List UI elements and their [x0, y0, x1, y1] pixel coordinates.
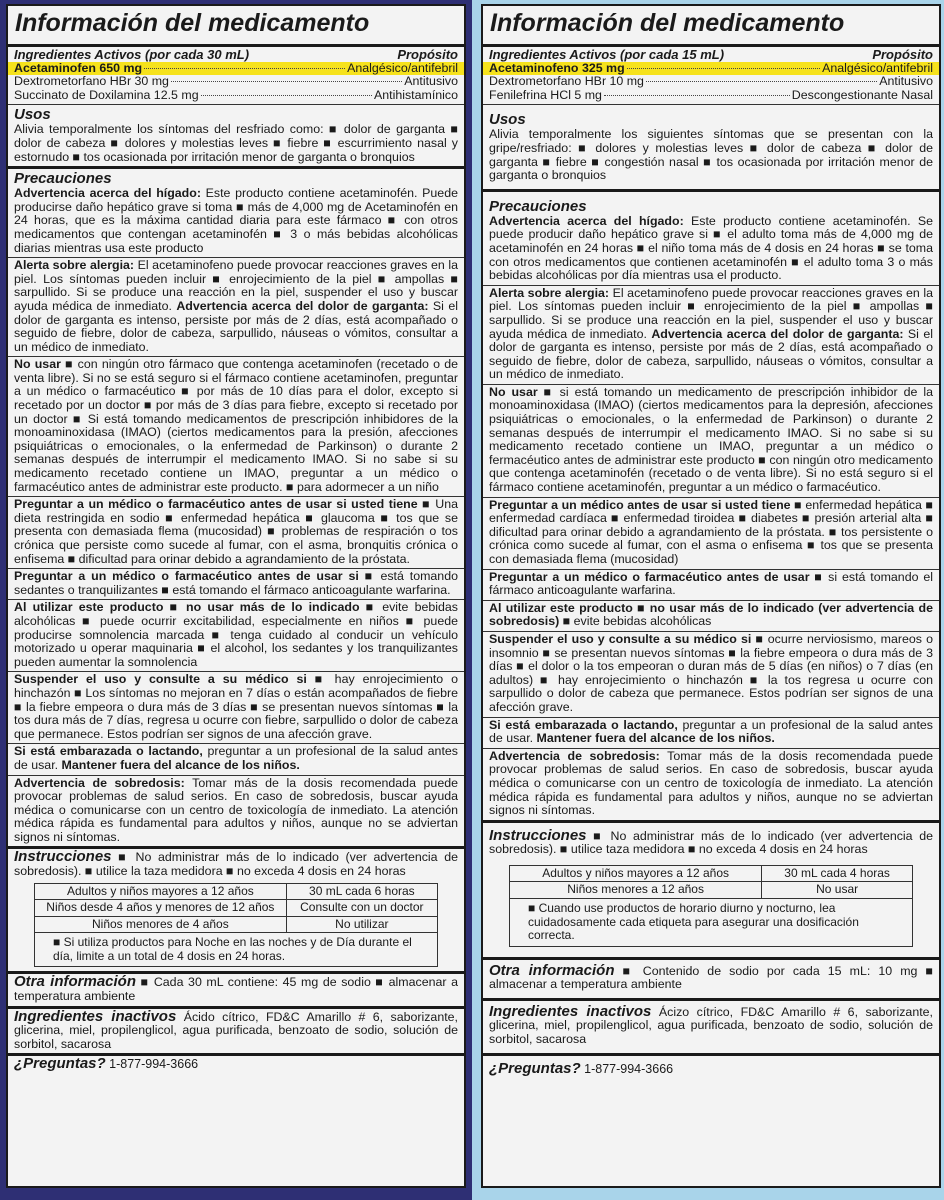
- table-row: ■ Cuando use productos de horario diurno y nocturno, lea cuidadosamente cada etiqueta para asegurar una dosificación correcta.: [510, 899, 913, 947]
- precautions-title: Precauciones: [489, 197, 587, 215]
- directions-section: Instrucciones ■ No administrar más de lo indicado (ver advertencia de sobredosis). ■ utilice la taza medidora ■ no exceda 4 dosis en 24 horas Adultos y niños mayores a 12 años 30 mL cada 6 horas Niños desde 4 años y menores de 12 años Consulte con un doctor Niños menores de 4 años No utilizar ■ Si utiliza productos para Noche en las noches y de Día durante el día, limite a un total de 4 dosis en 24 horas.: [8, 849, 464, 974]
- inactive-ingredients-section: Ingredientes inactivos Ácido cítrico, FD&C Amarillo # 6, saborizante, glicerina, miel, propilenglicol, agua purificada, benzoato de sodio, solución de sorbitol, sacarosa: [8, 1009, 464, 1057]
- label-title: Información del medicamento: [483, 6, 939, 47]
- table-row: Niños menores a 12 años No usar: [510, 882, 913, 899]
- when-using-section: Al utilizar este producto ■ no usar más de lo indicado ■ evite bebidas alcohólicas ■ puede ocurrir excitabilidad, especialmente en niños ■ puede producirse somnolencia marcada ■ tenga cuidado al conducir un vehículo motorizado u operar maquinaria ■ el alcohol, los sedantes y los tranquilizantes pueden aumentar la somnolencia: [8, 600, 464, 672]
- questions-phone: 1-877-994-3666: [109, 1057, 199, 1072]
- questions-phone: 1-877-994-3666: [584, 1061, 674, 1076]
- purpose-header: Propósito: [397, 47, 458, 62]
- pregnancy-section: Si está embarazada o lactando, preguntar a un profesional de la salud antes de usar. Mantener fuera del alcance de los niños.: [483, 718, 939, 749]
- uses-text: Alivia temporalmente los siguientes síntomas que se presentan con la gripe/resfriado: ■ dolores y molestias leves ■ dolor de cabeza ■ dolor de garganta ■ fiebre ■ congestión nasal ■ tos ocasionada por irritación menor de garganta o bronquios: [489, 127, 933, 183]
- stop-use-section: Suspender el uso y consulte a su médico si ■ hay enrojecimiento o hinchazón ■ Los síntomas no mejoran en 7 días o están acompañados de fiebre ■ la fiebre empeora o dura más de 3 días ■ se presentan nuevos síntomas ■ la tos dura más de 7 días, regresa u ocurre con fiebre, sarpullido o dolor de cabeza que permanece. Estos podrían ser signos de una afección grave.: [8, 672, 464, 744]
- liver-warning-section: Precauciones Advertencia acerca del hígado: Este producto contiene acetaminofén. Se puede producir daño hepático grave si ■ el adulto toma más de 4,000 mg de acetaminofén en 24 horas ■ el niño toma más de 4 dosis en 24 horas ■ se toma con otros medicamentos que contienen acetaminofén ■ el adulto toma 3 o más bebidas alcohólicas por día mientras usa el producto.: [483, 192, 939, 286]
- liver-warning-section: Precauciones Advertencia acerca del hígado: Este producto contiene acetaminofén. Puede producirse daño hepático grave si toma ■ más de 4,000 mg de Acetaminofén en 24 horas, que es la máxima cantidad diaria para este fármaco ■ con otros medicamentos que contengan acetaminofén ■ 3 o más bebidas alcohólicas diarias mientras usa este producto: [8, 169, 464, 258]
- precautions-title: Precauciones: [14, 170, 112, 188]
- ask-doctor-section: Preguntar a un médico o farmacéutico antes de usar si usted tiene ■ Una dieta restringida en sodio ■ enfermedad hepática ■ glaucoma ■ tos que se presenta con demasiada flema (mucosidad) ■ problemas de respiración o tos crónica que persiste como sucede al fumar, con el asma, bronquitis crónica o enfisema ■ dificultad para orinar debido a agrandamiento de la próstata.: [8, 497, 464, 569]
- do-not-use-section: No usar ■ si está tomando un medicamento de prescripción inhibidor de la monoaminoxidasa (IMAO) (ciertos medicamentos para la depresión, afecciones psiquiátricas o emocionales, o la enfermedad de Parkinson) o durante 2 semanas después de interrumpir el medicamento IMAO. Si no sabe si su medicamento recetado contiene un IMAO, preguntar a un médico o fermacéutico antes de administrar este producto ■ con ningún otro medicamento que contenga acetaminofén (recetado o de venta libre). Si no está seguro si el fármaco contiene acetaminofén, preguntar a un médico o farmacéutico.: [483, 385, 939, 498]
- inactive-title: Ingredientes inactivos: [14, 1007, 177, 1025]
- allergy-warning-section: Alerta sobre alergia: El acetaminofeno puede provocar reacciones graves en la piel. Los síntomas pueden incluir ■ enrojecimiento de la piel ■ ampollas ■ sarpullido. Si se produce una reacción en la piel, suspender el uso y buscar ayuda médica de inmediato. Advertencia acerca del dolor de garganta: Si el dolor de garganta es intenso, persiste por más de 2 días, está acompañado o seguido de fiebre, dolor de cabeza, sarpullido, náuseas o vómitos, consultar a un médico de inmediato.: [483, 286, 939, 385]
- dose-table: [509, 865, 913, 947]
- ingredient-row: Succinato de Doxilamina 12.5 mg Antihistamínico: [14, 87, 458, 102]
- label-title: Información del medicamento: [8, 6, 464, 47]
- stop-use-section: Suspender el uso y consulte a su médico si ■ ocurre nerviosismo, mareos o insomnio ■ se presentan nuevos síntomas ■ la fiebre empeora o dura más de 3 días ■ el dolor o la tos empeoran o duran más de 5 días (en niños) o 7 días (en adultos) ■ hay enrojecimiento o hinchazón ■ la tos regresa u ocurre con sarpullido o dolor de cabeza que permanece. Estos podrían ser signos de una afección grave.: [483, 632, 939, 718]
- directions-section: Instrucciones ■ No administrar más de lo indicado (ver advertencia de sobredosis). ■ utilice taza medidora ■ no exceda 4 dosis en 24 horas Adultos y niños mayores a 12 años 30 mL cada 4 horas Niños menores a 12 años No usar ■ Cuando use productos de horario diurno y nocturno, lea cuidadosamente cada etiqueta para asegurar una dosificación correcta.: [483, 823, 939, 960]
- questions-title: ¿Preguntas?: [14, 1055, 106, 1073]
- inactive-ingredients-section: Ingredientes inactivos Ácizo cítrico, FD&C Amarillo # 6, saborizante, glicerina, miel, propilenglicol, agua purificada, benzoato de sodio, solución de sorbitol, sacarosa: [483, 1001, 939, 1056]
- do-not-use-section: No usar ■ con ningún otro fármaco que contenga acetaminofen (recetado o de venta libre). Si no se está seguro si el fármaco contiene acetaminofen, preguntar a un médico o farmacéutico ■ por más de 10 días para el dolor, excepto si recetado por un doctor ■ por más de 3 días para fiebre, excepto si recetado por un doctor ■ Si está tomando medicamentos de prescripción inhibidores de la monoaminoxidasa (IMAO) (ciertos medicamentos para la presión, afecciones psiquiátricas o emocionales, o la enfermedad de Parkinson) o durante 2 semanas después de interrumpir el medicamento IMAO. Si no sabe si su medicamento recetado contiene un IMAO, preguntar a un médico o farmacéutico antes de administrar este producto. ■ para adormecer a un niño: [8, 357, 464, 497]
- inactive-title: Ingredientes inactivos: [489, 1002, 652, 1020]
- ingredient-row: Acetaminofen 650 mg Analgésico/antifebril: [8, 62, 464, 76]
- when-using-section: Al utilizar este producto ■ no usar más de lo indicado (ver advertencia de sobredosis) ■ evite bebidas alcohólicas: [483, 601, 939, 632]
- questions-section: [483, 1056, 939, 1079]
- other-info-section: Otra información ■ Contenido de sodio por cada 15 mL: 10 mg ■ almacenar a temperatura ambiente: [483, 960, 939, 1001]
- uses-section: [483, 105, 939, 191]
- pregnancy-section: Si está embarazada o lactando, preguntar a un profesional de la salud antes de usar. Mantener fuera del alcance de los niños.: [8, 744, 464, 775]
- uses-title: Usos: [489, 111, 526, 129]
- dose-table: [34, 883, 438, 968]
- uses-title: Usos: [14, 106, 51, 124]
- drug-facts-label-left: [6, 4, 466, 1188]
- ask-doctor-section: Preguntar a un médico antes de usar si usted tiene ■ enfermedad hepática ■ enfermedad cardíaca ■ enfermedad tiroidea ■ diabetes ■ presión arterial alta ■ dificultad para orinar debido a agrandamiento de la próstata. ■ tos persistente o crónica como sucede al fumar, con el asma o enfisema ■ tos que se presenta con demasiada flema (mucosidad): [483, 498, 939, 570]
- other-info-title: Otra información: [489, 961, 615, 979]
- ingredient-row: Fenilefrina HCl 5 mg Descongestionante Nasal: [489, 87, 933, 102]
- other-info-section: Otra información ■ Cada 30 mL contiene: 45 mg de sodio ■ almacenar a temperatura ambiente: [8, 974, 464, 1008]
- questions-title: ¿Preguntas?: [489, 1059, 581, 1077]
- ask-pharmacist-section: Preguntar a un médico o farmacéutico antes de usar ■ si está tomando el fármaco anticoagulante warfarina.: [483, 570, 939, 601]
- table-row: Niños menores de 4 años No utilizar: [35, 916, 438, 933]
- overdose-section: Advertencia de sobredosis: Tomar más de la dosis recomendada puede provocar problemas de salud serios. En caso de sobredosis, buscar ayuda médica o comunicarse con un centro de toxicología de inmediato. La atención médica rápida es fundamental para adultos y niños, aunque no se adviertan signos ni síntomas.: [483, 749, 939, 823]
- directions-title: Instrucciones: [489, 826, 587, 844]
- other-info-title: Otra información: [14, 973, 137, 991]
- purpose-header: Propósito: [872, 47, 933, 62]
- table-row: Adultos y niños mayores a 12 años 30 mL cada 4 horas: [510, 865, 913, 882]
- ingredients-header: Ingredientes Activos (por cada 30 mL): [14, 47, 250, 62]
- table-row: Adultos y niños mayores a 12 años 30 mL cada 6 horas: [35, 883, 438, 900]
- uses-section: [8, 105, 464, 169]
- questions-section: [8, 1056, 464, 1074]
- ingredient-row: Dextrometorfano HBr 30 mg Antitusivo: [14, 74, 458, 89]
- ingredient-row: Dextrometorfano HBr 10 mg Antitusivo: [489, 74, 933, 89]
- overdose-section: Advertencia de sobredosis: Tomar más de la dosis recomendada puede provocar problemas de salud serios. En caso de sobredosis, buscar ayuda médica o comunicarse con un centro de toxicología de inmediato. La atención médica rápida es fundamental para adultos y niños, aunque no se adviertan signos ni síntomas.: [8, 776, 464, 850]
- allergy-warning-section: Alerta sobre alergia: El acetaminofeno puede provocar reacciones graves en la piel. Los síntomas pueden incluir ■ enrojecimiento de la piel ■ ampollas ■ sarpullido. Si se produce una reacción en la piel, suspender el uso y buscar ayuda médica de inmediato. Advertencia acerca del dolor de garganta: Si el dolor de garganta es intenso, persiste por más de 2 días, está acompañado o seguido de fiebre, dolor de cabeza, sarpullido, náuseas o vómitos, consultar a un médico de inmediato.: [8, 258, 464, 357]
- table-row: ■ Si utiliza productos para Noche en las noches y de Día durante el día, limite a un total de 4 dosis en 24 horas.: [35, 933, 438, 967]
- table-row: Niños desde 4 años y menores de 12 años Consulte con un doctor: [35, 900, 438, 917]
- ingredients-header: Ingredientes Activos (por cada 15 mL): [489, 47, 725, 62]
- uses-text: Alivia temporalmente los síntomas del resfriado como: ■ dolor de garganta ■ dolor de cabeza ■ dolores y molestias leves ■ fiebre ■ escurrimiento nasal y estornudo ■ tos ocasionada por irritación menor de garganta o bronquios: [14, 122, 458, 164]
- drug-facts-label-right: [481, 4, 941, 1188]
- active-ingredients-section: [483, 47, 939, 105]
- directions-title: Instrucciones: [14, 848, 112, 866]
- active-ingredients-section: [8, 47, 464, 105]
- ingredient-row: Acetaminofeno 325 mg Analgésico/antifebril: [483, 62, 939, 76]
- ask-pharmacist-section: Preguntar a un médico o farmacéutico antes de usar si ■ está tomando sedantes o tranquilizantes ■ está tomando el fármaco anticoagulante warfarina.: [8, 569, 464, 600]
